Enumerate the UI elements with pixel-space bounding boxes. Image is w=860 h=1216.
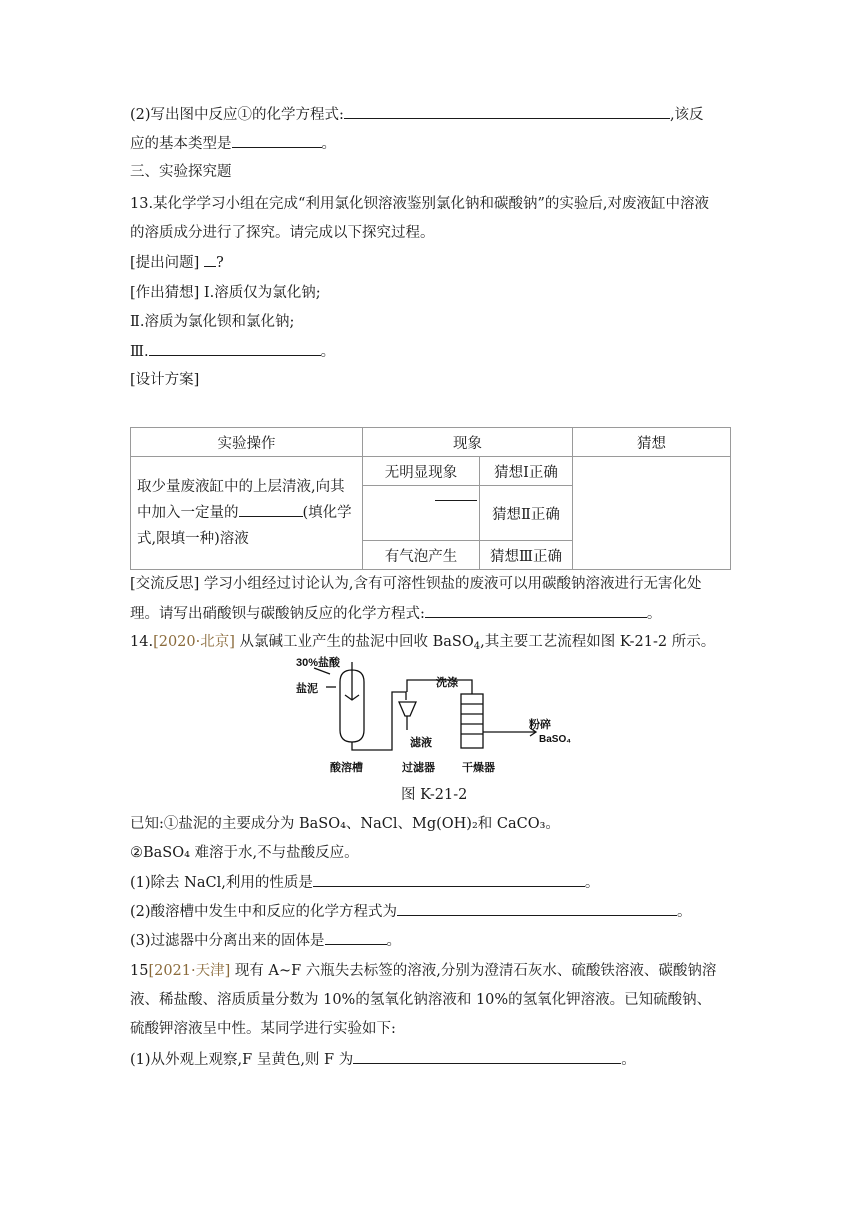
q15-sub1-prompt: (1)从外观上观察,F 呈黄色,则 F 为 [130,1052,354,1068]
phenomenon-blank-line [435,500,477,501]
q15-line3: 硫酸钾溶液呈中性。某同学进行实验如下: [130,1021,396,1037]
dryer-trays [461,704,483,734]
q15-line2: 液、稀盐酸、溶质质量分数为 10%的氢氧化钠溶液和 10%的氢氧化钾溶液。已知硫酸钠、 [130,992,712,1008]
q14-number: 14. [130,634,154,650]
operation-text-2: (填化学式,限填一种)溶液 [137,505,352,547]
q13-hypothesis-3-blank[interactable] [149,341,321,356]
hypothesis-answer-cell[interactable] [573,457,731,570]
q14-stem: 14.[2020·北京] 从氯碱工业产生的盐泥中回收 BaSO$_4$,其主要工艺流程如图 K-21-2 所示。 [130,634,716,652]
filtrate-label: 滤液 [410,737,432,749]
phenomenon-blank-cell[interactable] [363,486,480,541]
acid-label: 30%盐酸 [296,657,341,669]
q14-source: [2020·北京] [153,634,235,650]
q13-question-blank[interactable] [204,252,216,267]
q14-sub1-end: 。 [584,875,600,891]
wash-label: 洗涤 [436,677,458,689]
q13-design-heading: [设计方案] [130,372,200,388]
q13-reflection-line2 [130,603,661,624]
q13-hypothesis-3-label: Ⅲ. [130,344,149,360]
figure-caption: 图 K-21-2 [401,787,468,803]
conclusion-cell: 猜想Ⅰ正确 [480,457,573,486]
q12-type-prompt: 应的基本类型是 [130,136,232,152]
operation-cell [131,457,363,570]
operation-text-1: 取少量废液缸中的上层清液,向其中加入一定量的 [137,479,345,521]
experiment-table [130,427,731,570]
conclusion-cell: 猜想Ⅲ正确 [480,541,573,570]
q14-sub3-prompt: (3)过滤器中分离出来的固体是 [130,933,325,949]
q15-number: 15 [130,963,149,979]
q13-intro-line1: 13.某化学学习小组在完成“利用氯化钡溶液鉴别氯化钠和碳酸钠”的实验后,对废液缸中溶液 [130,196,709,212]
q14-sub1 [130,872,599,893]
dryer-icon [461,694,483,748]
q12-type-end: 。 [321,136,336,152]
filter-label: 过滤器 [402,762,435,774]
q14-sub2-prompt: (2)酸溶槽中发生中和反应的化学方程式为 [130,904,398,920]
process-flow-diagram [296,654,571,776]
header-phenomenon: 现象 [363,428,573,457]
phenomenon-cell: 有气泡产生 [363,541,480,570]
q14-known-2: ②BaSO₄ 难溶于水,不与盐酸反应。 [130,845,359,861]
q14-sub3-end: 。 [386,933,402,949]
q13-intro-line2: 的溶质成分进行了探究。请完成以下探究过程。 [130,225,435,241]
q12-prompt: (2)写出图中反应①的化学方程式: [130,107,344,123]
phenomenon-cell: 无明显现象 [363,457,480,486]
q13-hypothesis-3 [130,341,335,362]
q12-equation-blank[interactable] [344,104,670,119]
q15-sub1 [130,1049,636,1070]
q12-type-blank[interactable] [232,133,322,148]
q13-question-label: [提出问题] [130,255,200,271]
q15-sub1-end: 。 [621,1052,636,1068]
q13-reflection-blank[interactable] [425,603,647,618]
q13-reflection-line1: [交流反思] 学习小组经过讨论认为,含有可溶性钡盐的废液可以用碳酸钠溶液进行无害化处 [130,576,702,592]
pipe-tank-to-filter [352,692,406,750]
q13-reflection-end: 。 [646,606,662,622]
filter-funnel-icon [399,702,416,716]
q15-source: [2021·天津] [148,963,231,979]
table-header-row [131,428,731,457]
section-heading: 三、实验探究题 [130,164,232,180]
q13-question-mark: ? [215,255,224,271]
product-label: BaSO₄ [539,734,571,745]
q14-sub2-end: 。 [677,904,692,920]
tank-label: 酸溶槽 [330,762,363,774]
mud-label: 盐泥 [296,683,318,695]
q14-sub2-blank[interactable] [397,901,677,916]
q14-sub1-prompt: (1)除去 NaCl,利用的性质是 [130,875,313,891]
header-operation: 实验操作 [131,428,363,457]
reagent-blank[interactable] [239,502,303,517]
q12-prompt-tail: ,该反 [669,107,704,123]
q15-stem-text: 现有 A~F 六瓶失去标签的溶液,分别为澄清石灰水、硫酸铁溶液、碳酸钠溶 [230,963,717,979]
stirrer-icon [345,662,359,700]
q13-hypothesis-2: Ⅱ.溶质为氯化钡和氯化钠; [130,314,295,330]
q13-hypothesis-3-end: 。 [320,344,336,360]
header-hypothesis: 猜想 [573,428,731,457]
q13-hypothesis-1: [作出猜想] Ⅰ.溶质仅为氯化钠; [130,285,321,301]
q14-known-1: 已知:①盐泥的主要成分为 BaSO₄、NaCl、Mg(OH)₂和 CaCO₃。 [130,816,560,832]
q12-line2 [130,133,336,154]
q15-sub1-blank[interactable] [353,1049,621,1064]
q14-sub1-blank[interactable] [313,872,585,887]
table-row [131,457,731,486]
crush-label: 粉碎 [529,719,551,731]
q12-line1 [130,104,704,125]
q14-sub3-blank[interactable] [325,930,387,945]
q14-stem-text: 从氯碱工业产生的盐泥中回收 BaSO [234,634,474,650]
q15-line1 [130,961,716,981]
q14-sub2 [130,901,692,922]
dryer-label: 干燥器 [462,762,495,774]
conclusion-cell: 猜想Ⅱ正确 [480,486,573,541]
q13-question [130,252,224,273]
q14-stem-tail: ,其主要工艺流程如图 K-21-2 所示。 [480,634,716,650]
q14-sub3 [130,930,401,951]
q13-reflection-prompt: 理。请写出硝酸钡与碳酸钠反应的化学方程式: [130,606,425,622]
